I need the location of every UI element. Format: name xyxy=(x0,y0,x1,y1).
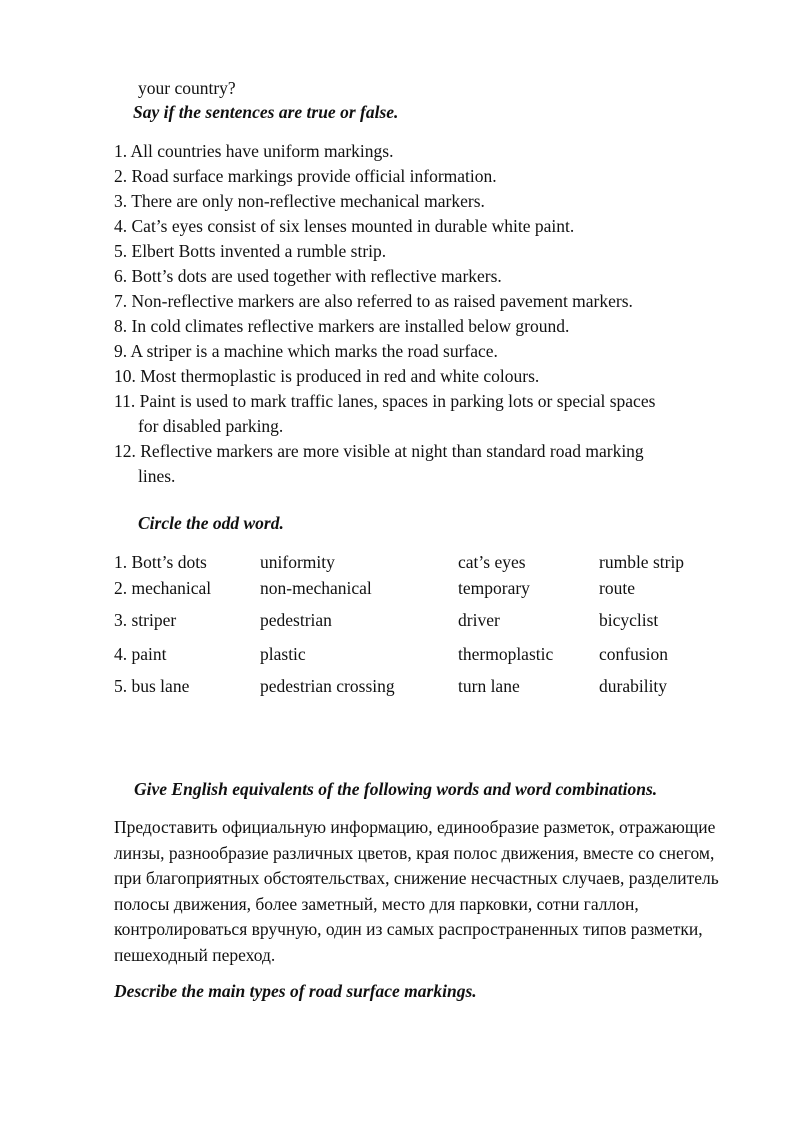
list-item: 11. Paint is used to mark traffic lanes, spaces in parking lots or special spaces for disabled parking. xyxy=(114,391,656,436)
table-cell: pedestrian crossing xyxy=(260,676,395,696)
table-cell: cat’s eyes xyxy=(458,552,526,572)
describe-heading: Describe the main types of road surface markings. xyxy=(114,981,477,1001)
table-cell: plastic xyxy=(260,644,306,664)
list-item: 12. Reflective markers are more visible at night than standard road marking lines. xyxy=(114,441,644,486)
equivalents-heading: Give English equivalents of the following words and word combinations. xyxy=(134,779,658,799)
table-row xyxy=(114,642,714,667)
list-item: 4. Cat’s eyes consist of six lenses mounted in durable white paint. xyxy=(114,216,575,236)
list-item: 3. There are only non-reflective mechanical markers. xyxy=(114,191,485,211)
table-cell: rumble strip xyxy=(599,552,685,572)
table-cell: pedestrian xyxy=(260,610,332,630)
list-item: 8. In cold climates reflective markers are installed below ground. xyxy=(114,316,570,336)
table-cell: temporary xyxy=(458,578,530,598)
table-cell: uniformity xyxy=(260,552,335,572)
table-cell: thermoplastic xyxy=(458,644,554,664)
table-cell: bicyclist xyxy=(599,610,659,630)
list-item: 9. A striper is a machine which marks the road surface. xyxy=(114,341,498,361)
table-cell: route xyxy=(599,578,635,598)
table-cell: 5. bus lane xyxy=(114,676,190,696)
list-item: 7. Non-reflective markers are also referred to as raised pavement markers. xyxy=(114,291,633,311)
carryover-line: your country? xyxy=(138,78,236,98)
table-row xyxy=(114,674,714,699)
list-item: 6. Bott’s dots are used together with reflective markers. xyxy=(114,266,502,286)
list-item: 2. Road surface markings provide official information. xyxy=(114,166,497,186)
table-row xyxy=(114,550,714,575)
table-cell: 4. paint xyxy=(114,644,167,664)
russian-terms-paragraph: Предоставить официальную информацию, единообразие разметок, отражающие линзы, разнообразие различных цветов, края полос движения, вместе со снегом, при благоприятных обстоятельствах, снижение несчастных случаев, разделитель полосы движения, более заметный, место для парковки, сотни галлон, контролироваться вручную, один из самых распространенных типов разметки, пешеходный переход. xyxy=(114,817,719,965)
table-cell: 2. mechanical xyxy=(114,578,212,598)
list-item: 10. Most thermoplastic is produced in red and white colours. xyxy=(114,366,540,386)
table-cell: durability xyxy=(599,676,668,696)
table-cell: confusion xyxy=(599,644,669,664)
odd-word-heading: Circle the odd word. xyxy=(138,513,284,533)
list-item: 5. Elbert Botts invented a rumble strip. xyxy=(114,241,387,261)
table-cell: 3. striper xyxy=(114,610,177,630)
list-item: 1. All countries have uniform markings. xyxy=(114,141,394,161)
table-row xyxy=(114,608,714,633)
true-false-heading: Say if the sentences are true or false. xyxy=(133,102,399,122)
table-cell: non-mechanical xyxy=(260,578,372,598)
true-false-list xyxy=(114,139,714,489)
table-cell: 1. Bott’s dots xyxy=(114,552,207,572)
table-cell: turn lane xyxy=(458,676,520,696)
table-cell: driver xyxy=(458,610,500,630)
table-row xyxy=(114,576,714,601)
